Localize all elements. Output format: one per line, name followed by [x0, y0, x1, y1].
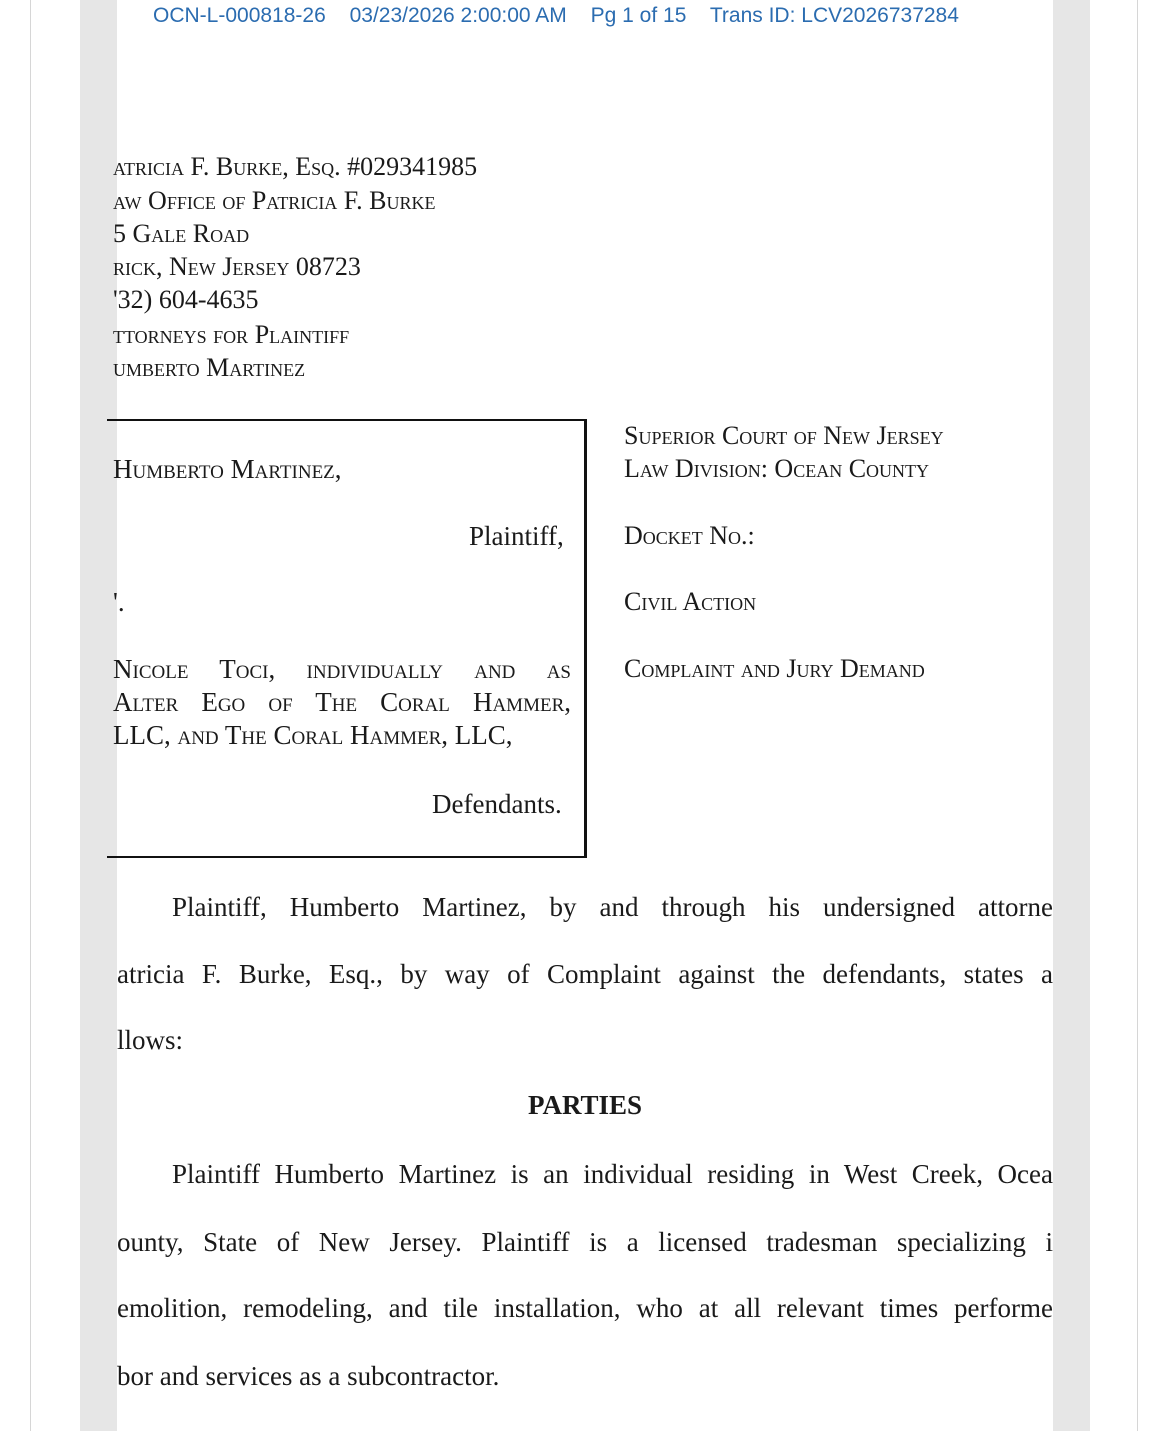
- intro-line-1: Plaintiff, Humberto Martinez, by and through his undersigned attorne: [172, 892, 1053, 922]
- attorney-street: 5 Gale Road: [113, 219, 250, 248]
- filing-stamp: [153, 4, 977, 28]
- intro-line-2: atricia F. Burke, Esq., by way of Complaint against the defendants, states a: [117, 959, 1053, 989]
- page-info: Pg 1 of 15: [590, 4, 687, 27]
- parties-heading: PARTIES: [527, 1090, 643, 1120]
- versus-label: '.: [113, 587, 125, 617]
- parties-line-4: bor and services as a subcontractor.: [117, 1361, 500, 1391]
- case-id: OCN-L-000818-26: [153, 4, 326, 27]
- document-page: [113, 0, 1053, 1431]
- viewer-border-right: [1137, 0, 1138, 1431]
- parties-line-1: Plaintiff Humberto Martinez is an individual residing in West Creek, Ocea: [172, 1159, 1053, 1189]
- attorney-name: atricia F. Burke, Esq. #029341985: [113, 152, 478, 181]
- page-gutter-right: [1053, 0, 1090, 1431]
- plaintiff-name: Humberto Martinez,: [113, 454, 342, 484]
- document-title: Complaint and Jury Demand: [624, 654, 925, 683]
- attorney-city: rick, New Jersey 08723: [113, 252, 361, 281]
- trans-id: Trans ID: LCV2026737284: [709, 4, 959, 27]
- attorney-office: aw Office of Patricia F. Burke: [113, 186, 436, 215]
- filing-datetime: 03/23/2026 2:00:00 AM: [349, 4, 567, 27]
- attorney-phone: '32) 604-4635: [113, 285, 259, 314]
- court-name: Superior Court of New Jersey: [624, 421, 944, 450]
- defendants-label: Defendants.: [432, 789, 562, 819]
- attorney-client: umberto Martinez: [113, 353, 306, 382]
- defendants-line-3: LLC, and The Coral Hammer, LLC,: [113, 720, 513, 750]
- civil-action: Civil Action: [624, 587, 757, 616]
- docket-number: Docket No.:: [624, 521, 755, 550]
- court-division: Law Division: Ocean County: [624, 454, 930, 483]
- parties-line-3: emolition, remodeling, and tile installation, who at all relevant times performe: [117, 1293, 1053, 1323]
- defendants-line-2: Alter Ego of The Coral Hammer,: [113, 687, 571, 717]
- intro-line-3: llows:: [117, 1025, 184, 1055]
- viewer-border-left: [30, 0, 31, 1431]
- parties-line-2: ounty, State of New Jersey. Plaintiff is a licensed tradesman specializing i: [117, 1227, 1053, 1257]
- plaintiff-label: Plaintiff,: [469, 521, 564, 551]
- attorney-role: ttorneys for Plaintiff: [113, 320, 350, 349]
- defendants-line-1: Nicole Toci, individually and as: [113, 654, 571, 684]
